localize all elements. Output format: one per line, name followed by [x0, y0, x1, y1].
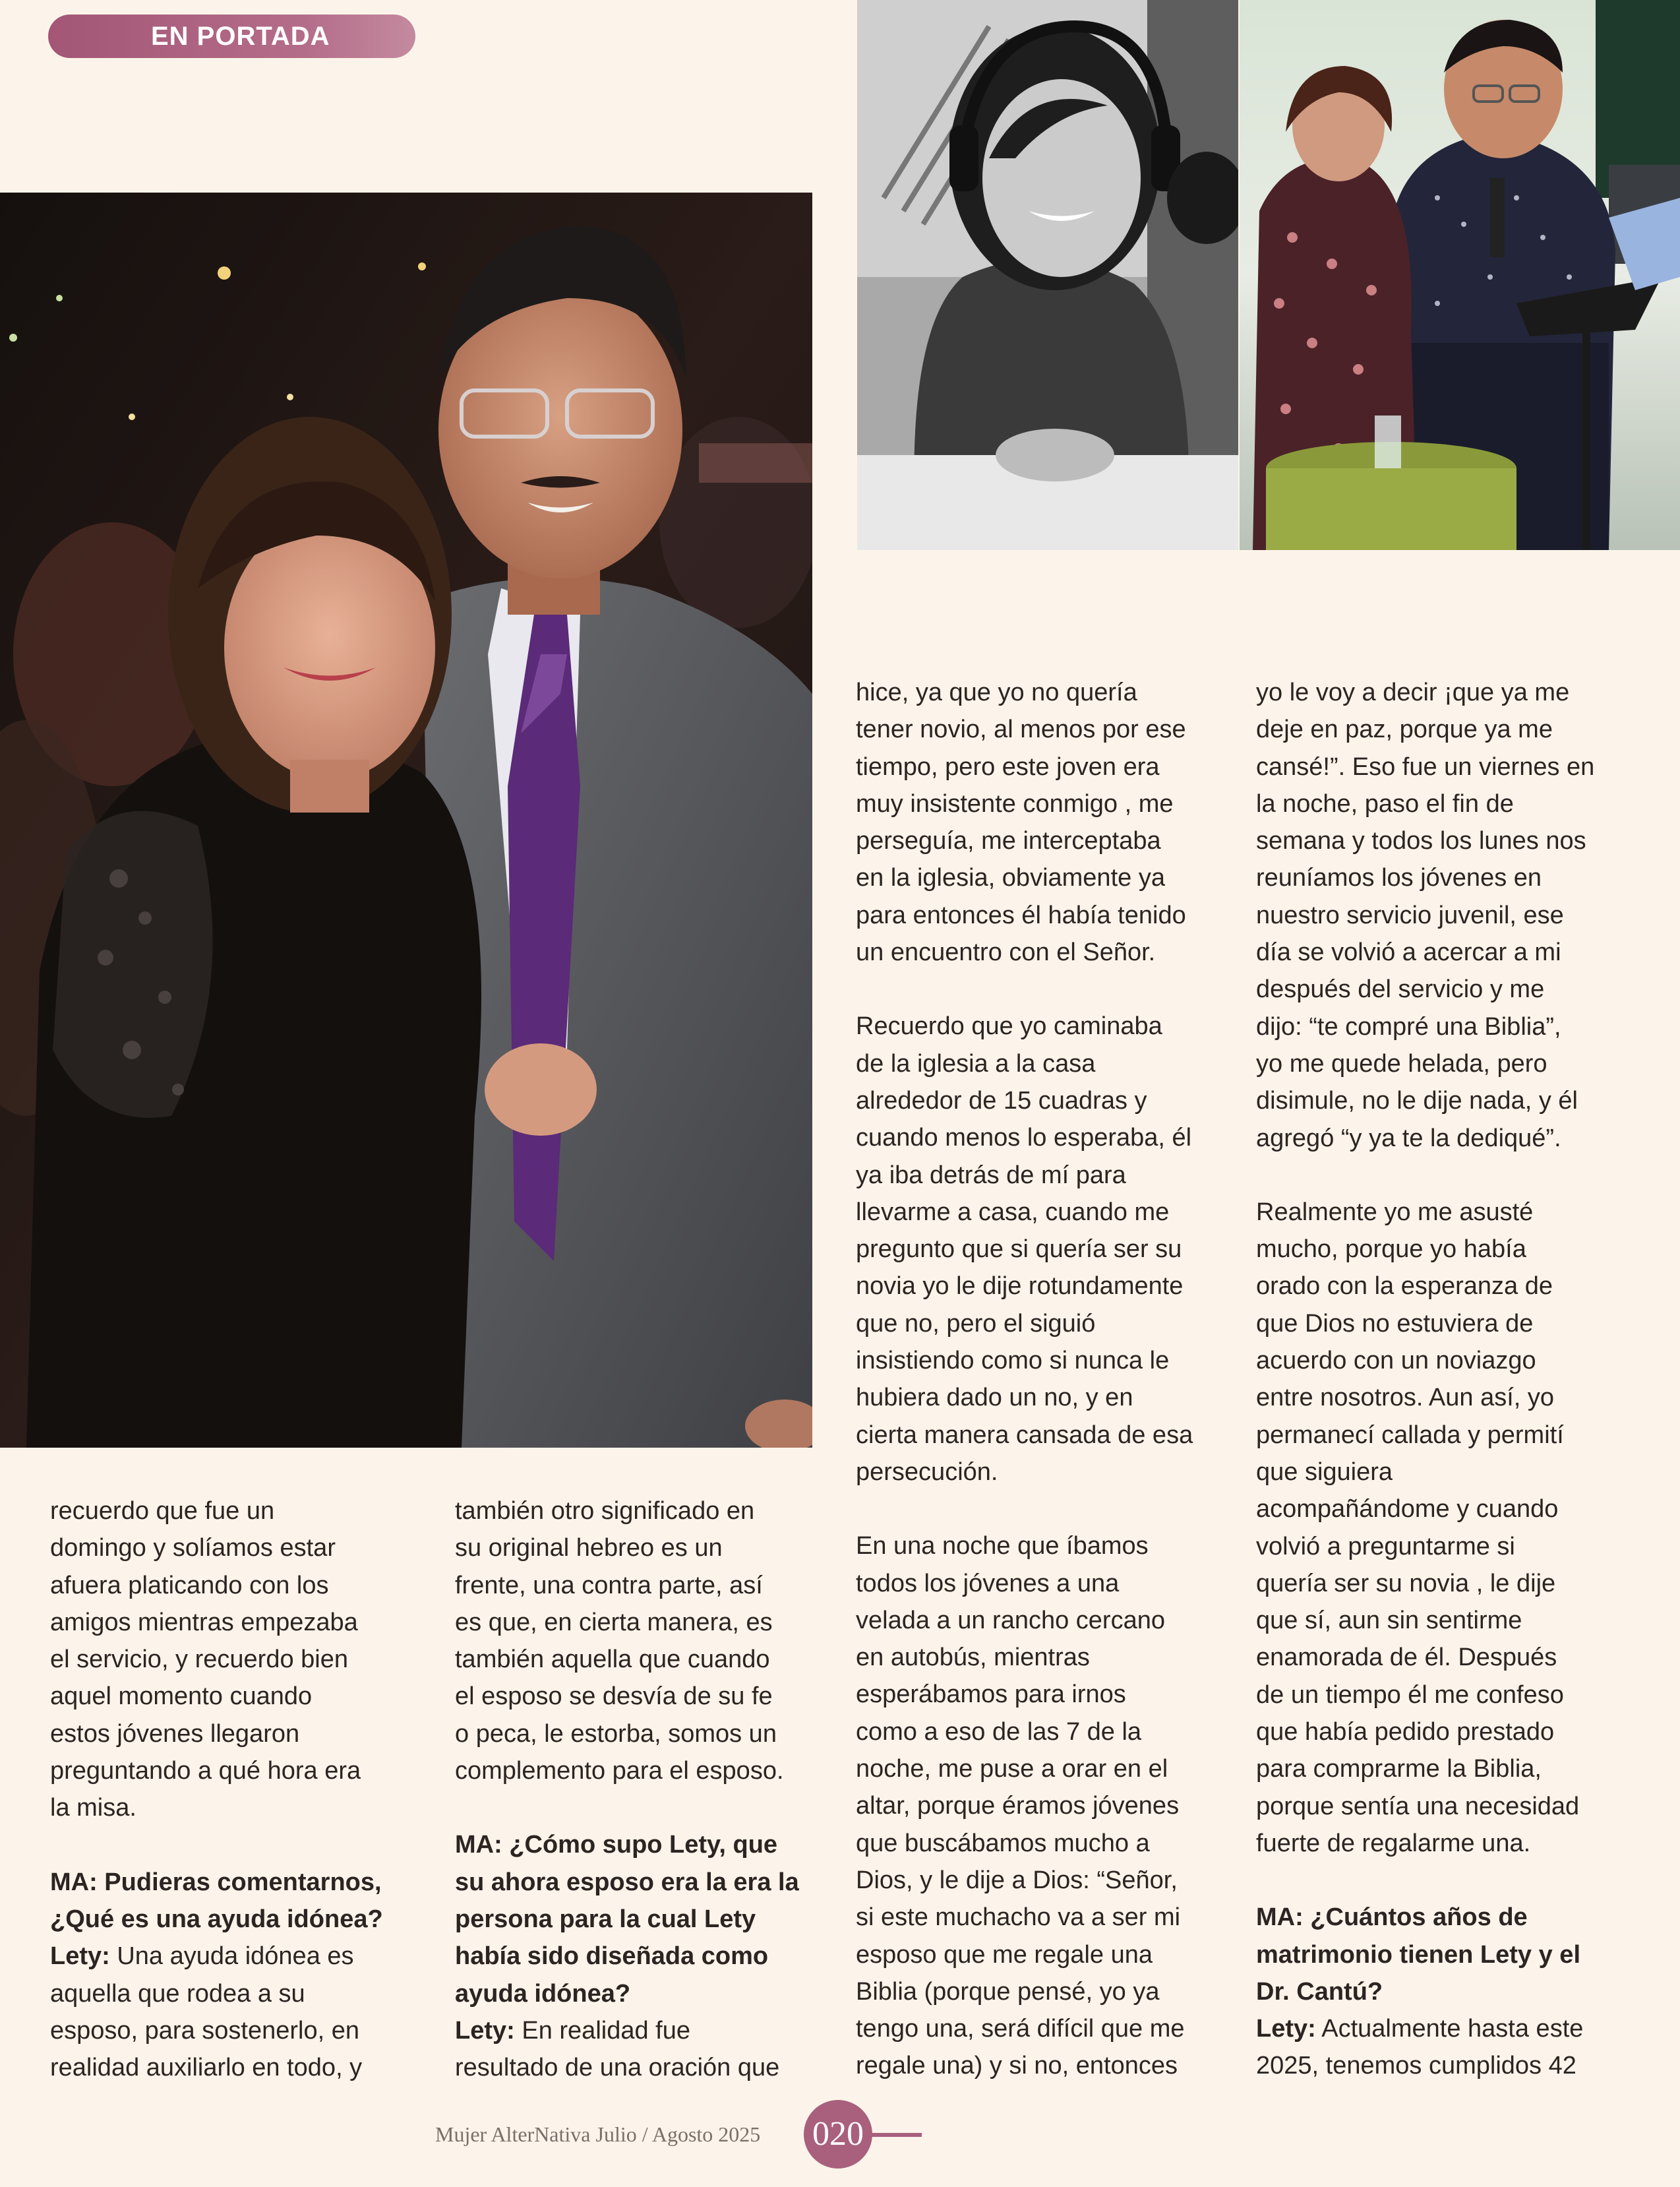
- footer-publication: Mujer AlterNativa Julio / Agosto 2025: [435, 2122, 761, 2146]
- radio-studio-photo: [857, 0, 1238, 550]
- col2-question-1: MA: ¿Cómo supo Lety, que su ahora esposo era la era la persona para la cual Lety había sido diseñada como ayuda idónea?: [455, 1831, 799, 2008]
- section-label: EN PORTADA: [48, 15, 415, 58]
- col4-paragraph-2: Realmente yo me asusté mucho, porque yo había orado con la esperanza de que Dios no estuviera de acuerdo con un noviazgo entre nosotros. Aun así, yo permanecí callada y permití que siguiera acompañándome y cuando volvió a preguntarme si quería ser su novia , le dije que sí, aun sin sentirme enamorada de él. Después de un tiempo él me confeso que había pedido prestado para comprarme la Biblia, porque sentía una necesidad fuerte de regalarme una.: [1256, 1198, 1580, 1857]
- col2-answer-1: Lety: En realidad fue resultado de una oración que: [455, 2016, 780, 2082]
- text-column-3: [856, 674, 1232, 2085]
- col3-paragraph-1: hice, ya que yo no quería tener novio, al menos por ese tiempo, pero este joven era muy insistente conmigo , me perseguía, me interceptaba en la iglesia, obviamente ya para entonces él había tenido un encuentro con el Señor.: [856, 679, 1186, 967]
- col4-answer-1: Lety: Actualmente hasta este 2025, tenemos cumplidos 42: [1256, 2015, 1584, 2080]
- text-column-2: [455, 1493, 831, 2086]
- stage-couple-photo: [1240, 0, 1680, 550]
- col1-answer-1: Lety: Una ayuda idónea es aquella que rodea a su esposo, para sostenerlo, en realidad auxiliarlo en todo, y: [50, 1942, 363, 2082]
- col4-paragraph-1: yo le voy a decir ¡que ya me deje en paz, porque ya me cansé!”. Eso fue un viernes en la noche, paso el fin de semana y todos los lunes nos reuníamos los jóvenes en nuestro servicio juvenil, ese día se volvió a acercar a mi después del servicio y me dijo: “te compré una Biblia”, yo me quede helada, pero disimule, no le dije nada, y él agregó “y ya te la dediqué”.: [1256, 679, 1595, 1152]
- page-number: 020: [804, 2100, 872, 2169]
- col1-paragraph-1: recuerdo que fue un domingo y solíamos estar afuera platicando con los amigos mientras empezaba el servicio, y recuerdo bien aquel momento cuando estos jóvenes llegaron preguntando a qué hora era la misa.: [50, 1497, 361, 1822]
- couple-photo: [0, 193, 812, 1448]
- text-column-1: [50, 1493, 419, 2086]
- page-number-rule: [869, 2133, 922, 2137]
- text-column-4: [1256, 674, 1638, 2085]
- col3-paragraph-3: En una noche que íbamos todos los jóvenes a una velada a un rancho cercano en autobús, mientras esperábamos para irnos como a eso de las 7 de la noche, me puse a orar en el altar, porque éramos jóvenes que buscábamos mucho a Dios, y le dije a Dios: “Señor, si este muchacho va a ser mi esposo que me regale una Biblia (porque pensé, yo ya tengo una, será difícil que me regale una) y si no, entonces: [856, 1532, 1185, 2080]
- col4-question-1: MA: ¿Cuántos años de matrimonio tienen Lety y el Dr. Cantú?: [1256, 1903, 1580, 2006]
- col3-paragraph-2: Recuerdo que yo caminaba de la iglesia a la casa alrededor de 15 cuadras y cuando menos lo esperaba, él ya iba detrás de mí para llevarme a casa, cuando me pregunto que si quería ser su novia yo le dije rotundamente que no, pero el siguió insistiendo como si nunca le hubiera dado un no, y en cierta manera cansada de esa persecución.: [856, 1012, 1193, 1486]
- col1-question-1: MA: Pudieras comentarnos, ¿Qué es una ayuda idónea?: [50, 1868, 383, 1933]
- col2-paragraph-1: también otro significado en su original hebreo es un frente, una contra parte, así es que, en cierta manera, es también aquella que cuando el esposo se desvía de su fe o peca, le estorba, somos un complemento para el esposo.: [455, 1497, 784, 1785]
